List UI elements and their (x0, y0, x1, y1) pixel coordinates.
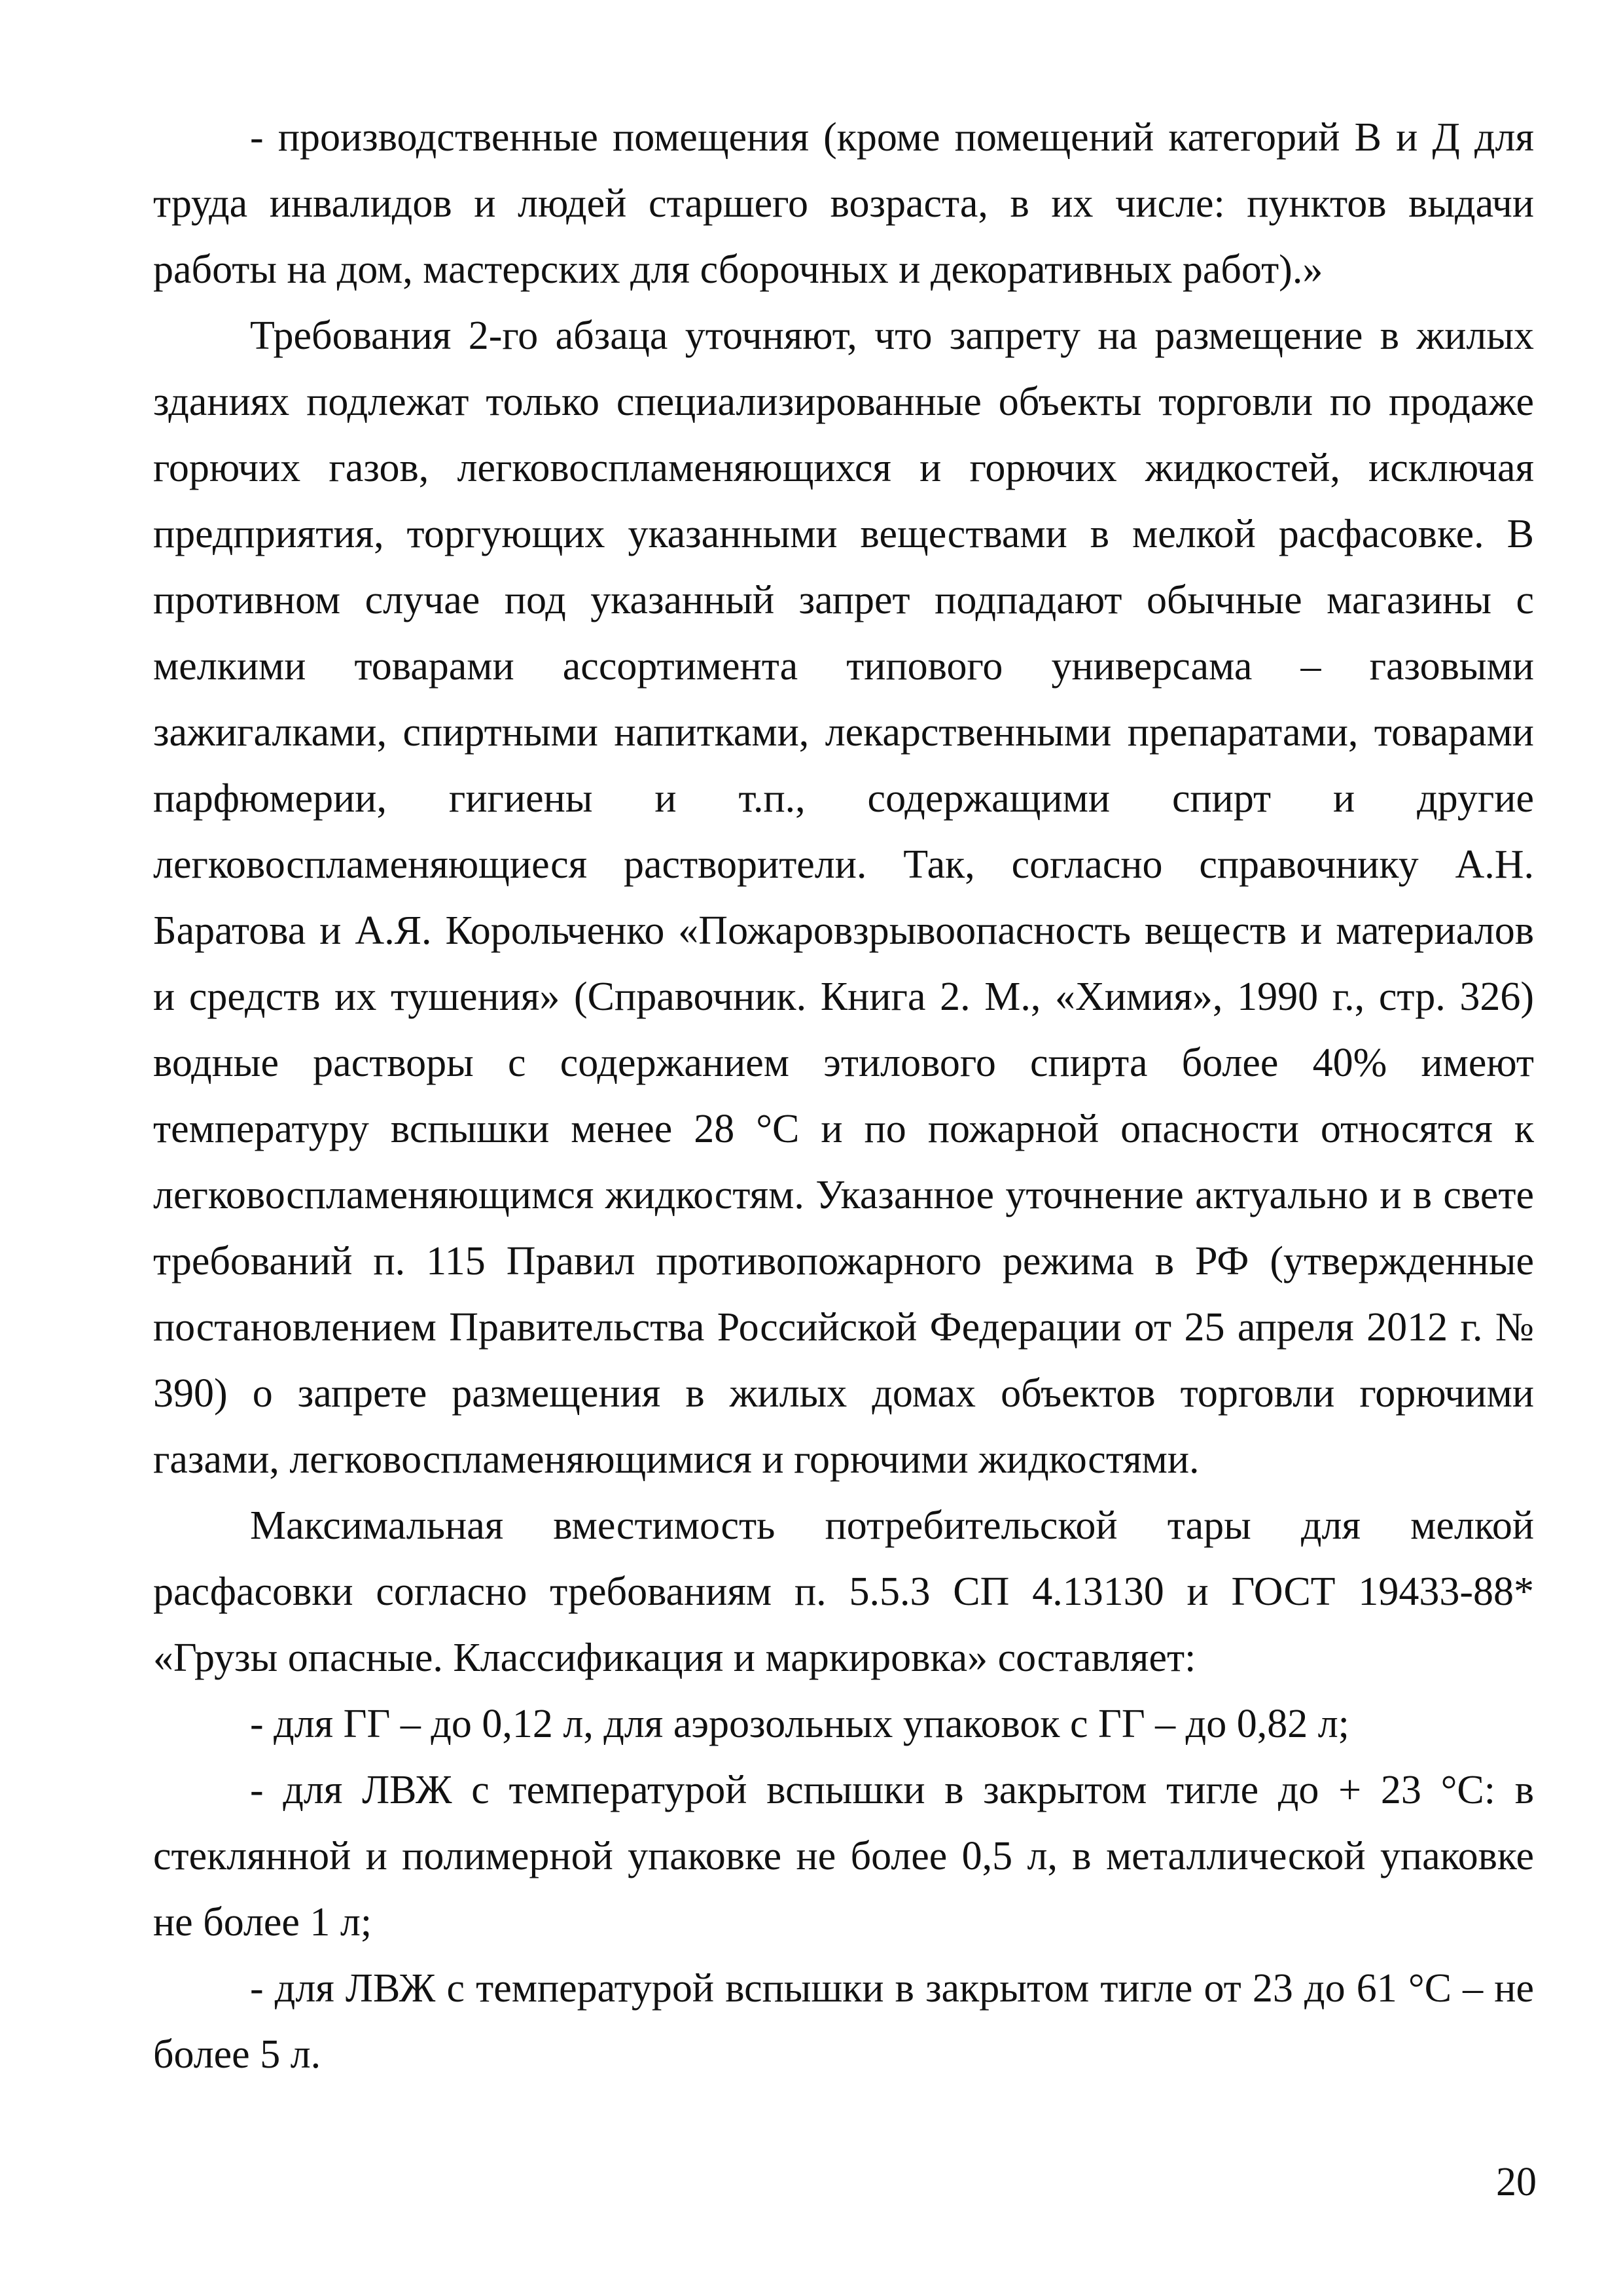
list-item-gg: - для ГГ – до 0,12 л, для аэрозольных упаковок с ГГ – до 0,82 л; (250, 1702, 1349, 1746)
paragraph-max-capacity: Максимальная вместимость потребительской тары для мелкой расфасовки согласно требованиям п. 5.5.3 СП 4.13130 и ГОСТ 19433-88* «Грузы опасные. Классификация и маркировка» составляет: (153, 1503, 1534, 1680)
list-item-lvzh-under-23: - для ЛВЖ с температурой вспышки в закрытом тигле до + 23 °С: в стеклянной и полимерной упаковке не более 0,5 л, в металлической упаковке не более 1 л; (153, 1768, 1534, 1945)
paragraph-requirements-clarification: Требования 2-го абзаца уточняют, что запрету на размещение в жилых зданиях подлежат только специализированные объекты торговли по продаже горючих газов, легковоспламеняющихся и горючих жидкостей, исключая предприятия, торгующих указанными веществами в мелкой расфасовке. В противном случае под указанный запрет подпадают обычные магазины с мелкими товарами ассортимента типового универсама – газовыми зажигалками, спиртными напитками, лекарственными препаратами, товарами парфюмерии, гигиены и т.п., содержащими спирт и другие легковоспламеняющиеся растворители. Так, согласно справочнику А.Н. Баратова и А.Я. Корольченко «Пожаровзрывоопасность веществ и материалов и средств их тушения» (Справочник. Книга 2. М., «Химия», 1990 г., стр. 326) водные растворы с содержанием этилового спирта более 40% имеют температуру вспышки менее 28 °С и по пожарной опасности относятся к легковоспламеняющимся жидкостям. Указанное уточнение актуально и в свете требований п. 115 Правил противопожарного режима в РФ (утвержденные постановлением Правительства Российской Федерации от 25 апреля 2012 г. № 390) о запрете размещения в жилых домах объектов торговли горючими газами, легковоспламеняющимися и горючими жидкостями. (153, 314, 1534, 1482)
page-number: 20 (1496, 2160, 1537, 2204)
paragraph-premises-list-item: - производственные помещения (кроме помещений категорий В и Д для труда инвалидов и людей старшего возраста, в их числе: пунктов выдачи работы на дом, мастерских для сборочных и декоративных работ).» (153, 115, 1534, 292)
list-item-lvzh-23-to-61: - для ЛВЖ с температурой вспышки в закрытом тигле от 23 до 61 °С – не более 5 л. (153, 1966, 1534, 2077)
document-body (153, 105, 1534, 2088)
